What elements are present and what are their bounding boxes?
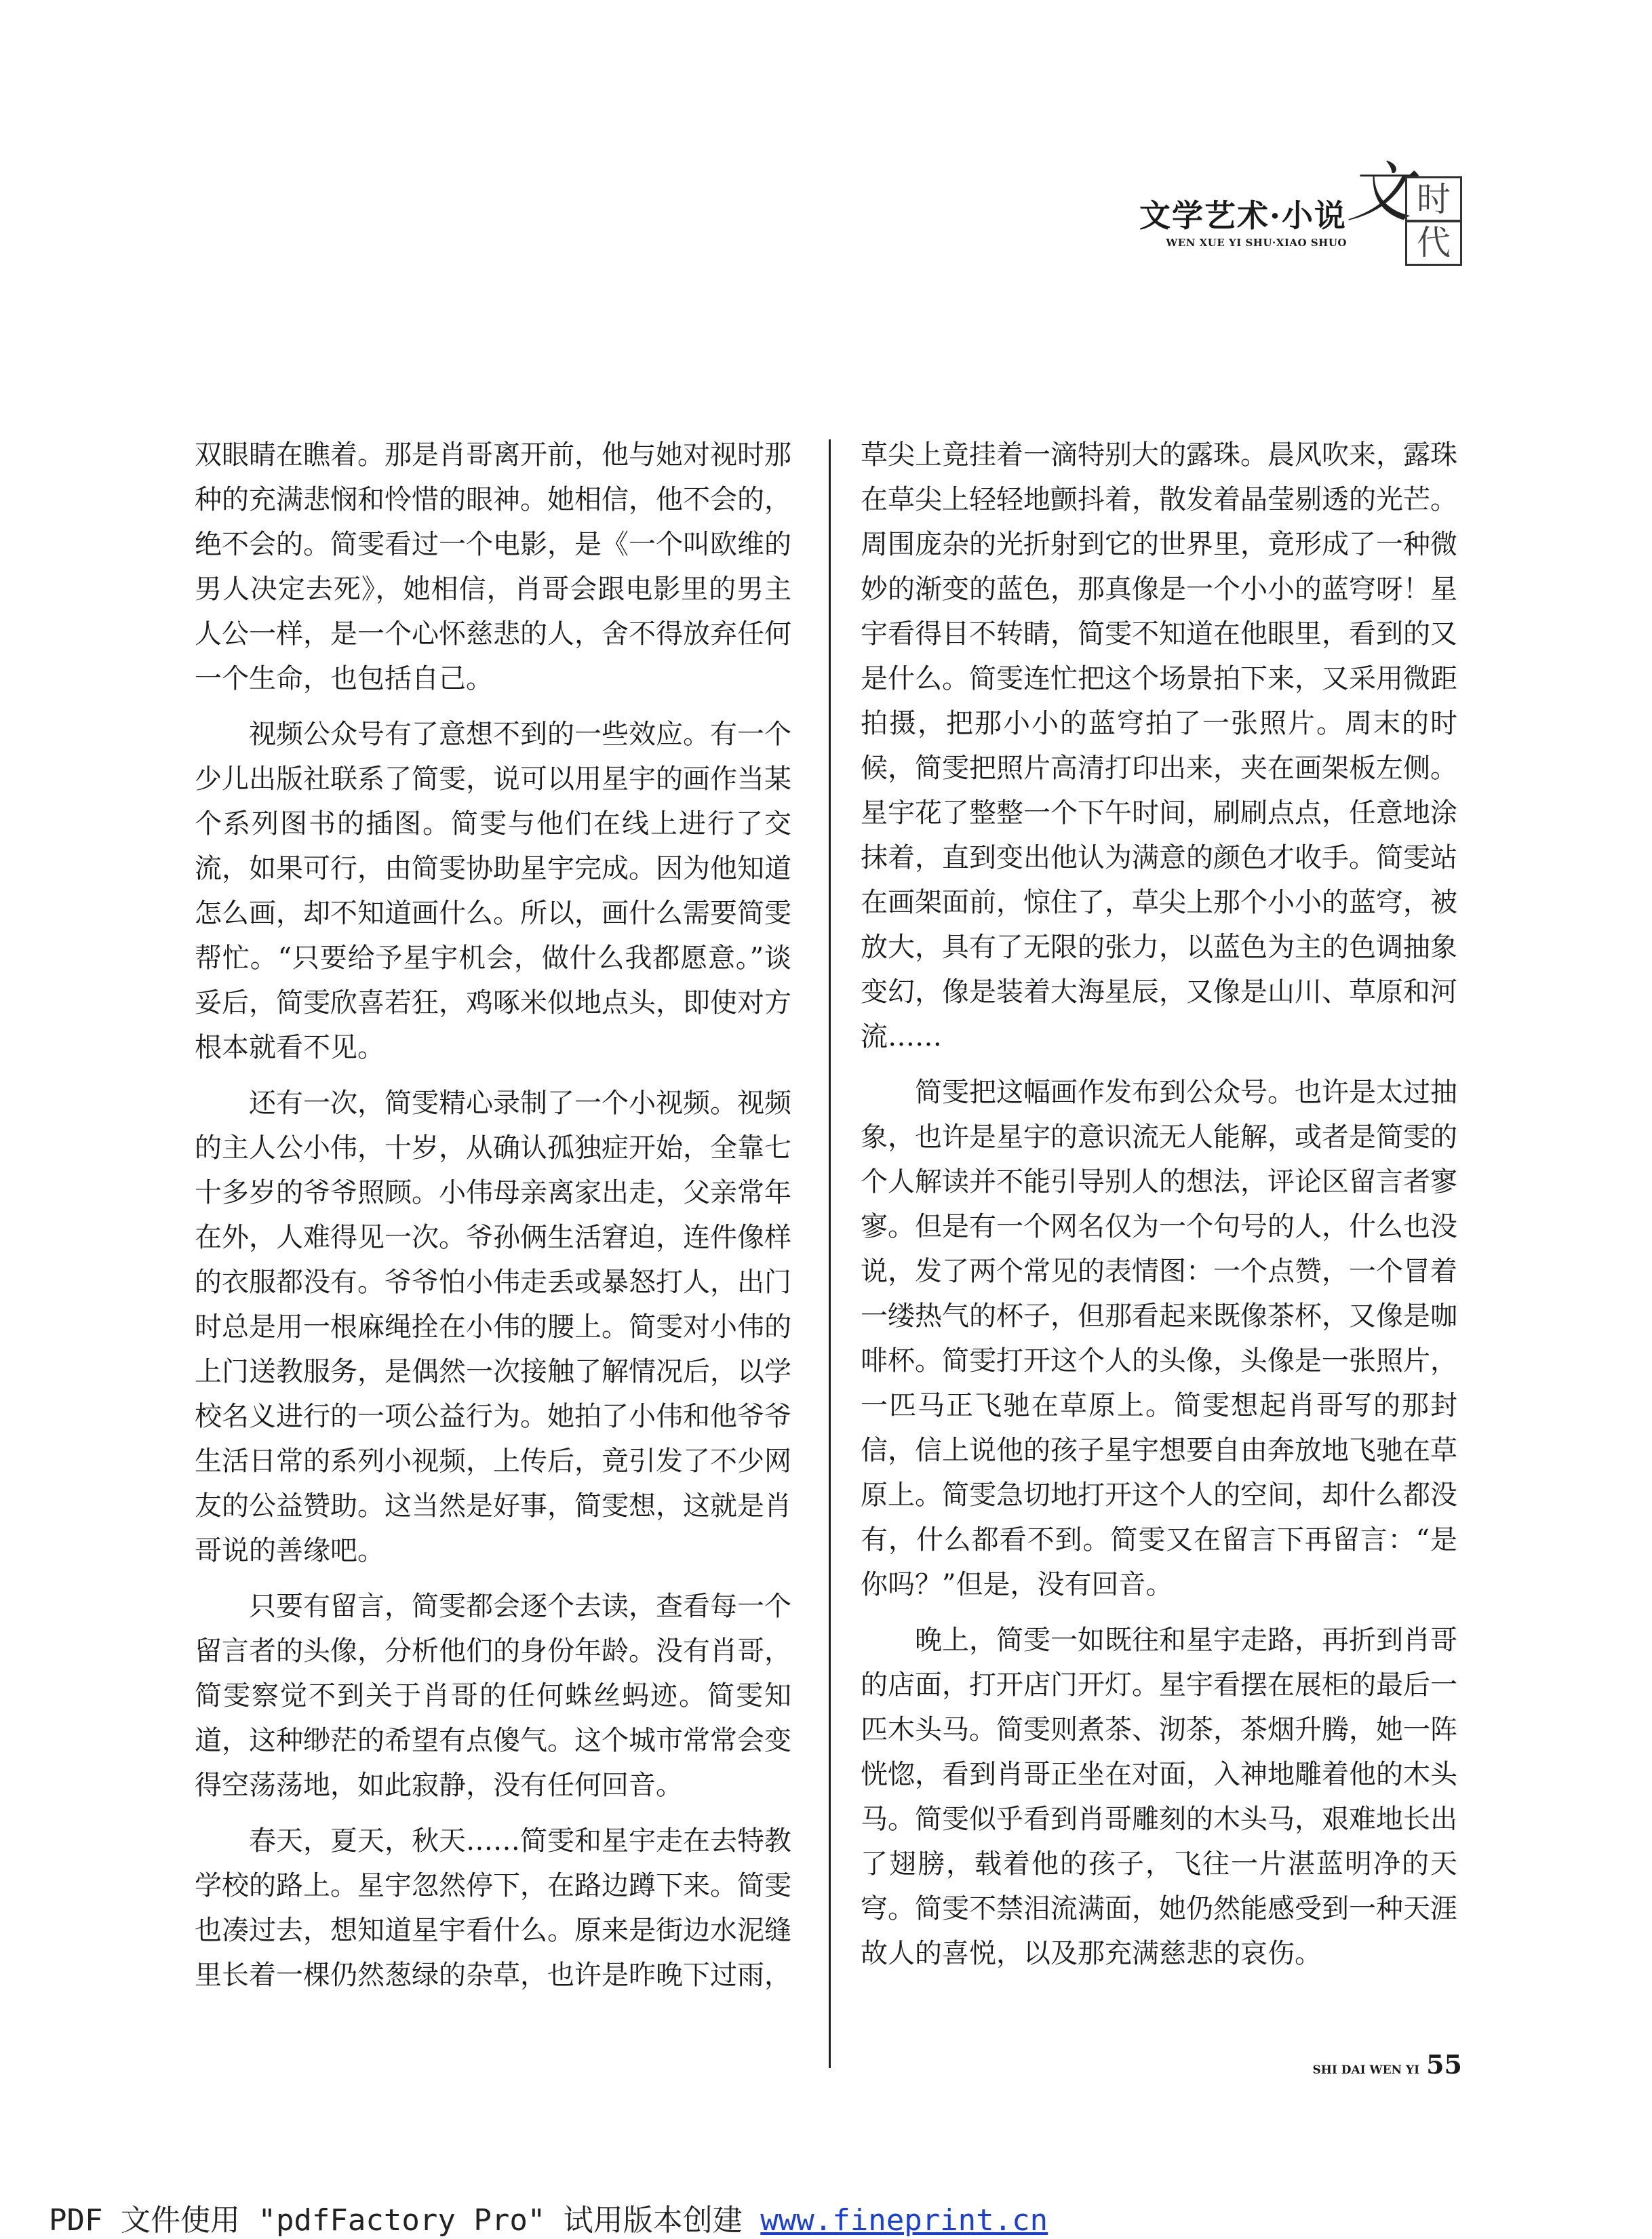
running-header	[1055, 155, 1462, 271]
journal-logo	[1347, 155, 1462, 264]
pdf-notice-text: PDF 文件使用 "pdfFactory Pro" 试用版本创建	[49, 2203, 761, 2238]
section-subtitle: WEN XUE YI SHU·XIAO SHUO	[1166, 237, 1347, 249]
logo-char-dai: 代	[1405, 220, 1462, 266]
paragraph: 简雯把这幅画作发布到公众号。也许是太过抽象，也许是星宇的意识流无人能解，或者是简雯的个人解读并不能引导别人的想法，评论区留言者寥寥。但是有一个网名仅为一个句号的人，什么也没说，发了两个常见的表情图：一个点赞，一个冒着一缕热气的杯子，但那看起来既像茶杯，又像是咖啡杯。简雯打开这个人的头像，头像是一张照片，一匹马正飞驰在草原上。简雯想起肖哥写的那封信，信上说他的孩子星宇想要自由奔放地飞驰在草原上。简雯急切地打开这个人的空间，却什么都没有，什么都看不到。简雯又在留言下再留言：“是你吗？”但是，没有回音。	[861, 1077, 1457, 1600]
footer-journal-name: SHI DAI WEN YI	[1312, 2063, 1420, 2077]
fineprint-link[interactable]: www.fineprint.cn	[760, 2203, 1048, 2238]
header-text-block	[1139, 197, 1347, 249]
page-footer	[1313, 2049, 1463, 2080]
section-title: 文学艺术·小说	[1139, 197, 1347, 234]
paragraph: 还有一次，简雯精心录制了一个小视频。视频的主人公小伟，十岁，从确认孤独症开始，全靠七十多岁的爷爷照顾。小伟母亲离家出走，父亲常年在外，人难得见一次。爷孙俩生活窘迫，连件像样的衣服都没有。爷爷怕小伟走丢或暴怒打人，出门时总是用一根麻绳拴在小伟的腰上。简雯对小伟的上门送教服务，是偶然一次接触了解情况后，以学校名义进行的一项公益行为。她拍了小伟和他爷爷生活日常的系列小视频，上传后，竟引发了不少网友的公益赞助。这当然是好事，简雯想，这就是肖哥说的善缘吧。	[195, 1088, 791, 1566]
paragraph: 视频公众号有了意想不到的一些效应。有一个少儿出版社联系了简雯，说可以用星宇的画作当某个系列图书的插图。简雯与他们在线上进行了交流，如果可行，由简雯协助星宇完成。因为他知道怎么画，却不知道画什么。所以，画什么需要简雯帮忙。“只要给予星宇机会，做什么我都愿意。”谈妥后，简雯欣喜若狂，鸡啄米似地点头，即使对方根本就看不见。	[195, 719, 791, 1063]
pdf-watermark-notice	[49, 2196, 1048, 2239]
logo-char-wen: 文	[1347, 155, 1412, 231]
paragraph: 春天，夏天，秋天……简雯和星宇走在去特教学校的路上。星宇忽然停下，在路边蹲下来。简雯也凑过去，想知道星宇看什么。原来是街边水泥缝里长着一棵仍然葱绿的杂草，也许是昨晚下过雨，	[195, 1825, 791, 1991]
left-column	[195, 433, 791, 2008]
right-column	[861, 433, 1457, 1987]
paragraph: 晚上，简雯一如既往和星宇走路，再折到肖哥的店面，打开店门开灯。星宇看摆在展柜的最后一匹木头马。简雯则煮茶、沏茶，茶烟升腾，她一阵恍惚，看到肖哥正坐在对面，入神地雕着他的木头马。简雯似乎看到肖哥雕刻的木头马，艰难地长出了翅膀，载着他的孩子，飞往一片湛蓝明净的天穹。简雯不禁泪流满面，她仍然能感受到一种天涯故人的喜悦，以及那充满慈悲的哀伤。	[861, 1625, 1457, 1969]
column-divider	[829, 439, 831, 2068]
paragraph: 双眼睛在瞧着。那是肖哥离开前，他与她对视时那种的充满悲悯和怜惜的眼神。她相信，他不会的，绝不会的。简雯看过一个电影，是《一个叫欧维的男人决定去死》，她相信，肖哥会跟电影里的男主人公一样，是一个心怀慈悲的人，舍不得放弃任何一个生命，也包括自己。	[195, 439, 791, 694]
paragraph: 草尖上竟挂着一滴特别大的露珠。晨风吹来，露珠在草尖上轻轻地颤抖着，散发着晶莹剔透的光芒。周围庞杂的光折射到它的世界里，竟形成了一种微妙的渐变的蓝色，那真像是一个小小的蓝穹呀！星宇看得目不转睛，简雯不知道在他眼里，看到的又是什么。简雯连忙把这个场景拍下来，又采用微距拍摄，把那小小的蓝穹拍了一张照片。周末的时候，简雯把照片高清打印出来，夹在画架板左侧。星宇花了整整一个下午时间，刷刷点点，任意地涂抹着，直到变出他认为满意的颜色才收手。简雯站在画架面前，惊住了，草尖上那个小小的蓝穹，被放大，具有了无限的张力，以蓝色为主的色调抽象变幻，像是装着大海星辰，又像是山川、草原和河流……	[861, 439, 1457, 1052]
logo-char-shi: 时	[1405, 176, 1462, 222]
paragraph: 只要有留言，简雯都会逐个去读，查看每一个留言者的头像，分析他们的身份年龄。没有肖哥，简雯察觉不到关于肖哥的任何蛛丝蚂迹。简雯知道，这种缈茫的希望有点傻气。这个城市常常会变得空荡荡地，如此寂静，没有任何回音。	[195, 1591, 791, 1801]
page-number: 55	[1426, 2049, 1462, 2080]
